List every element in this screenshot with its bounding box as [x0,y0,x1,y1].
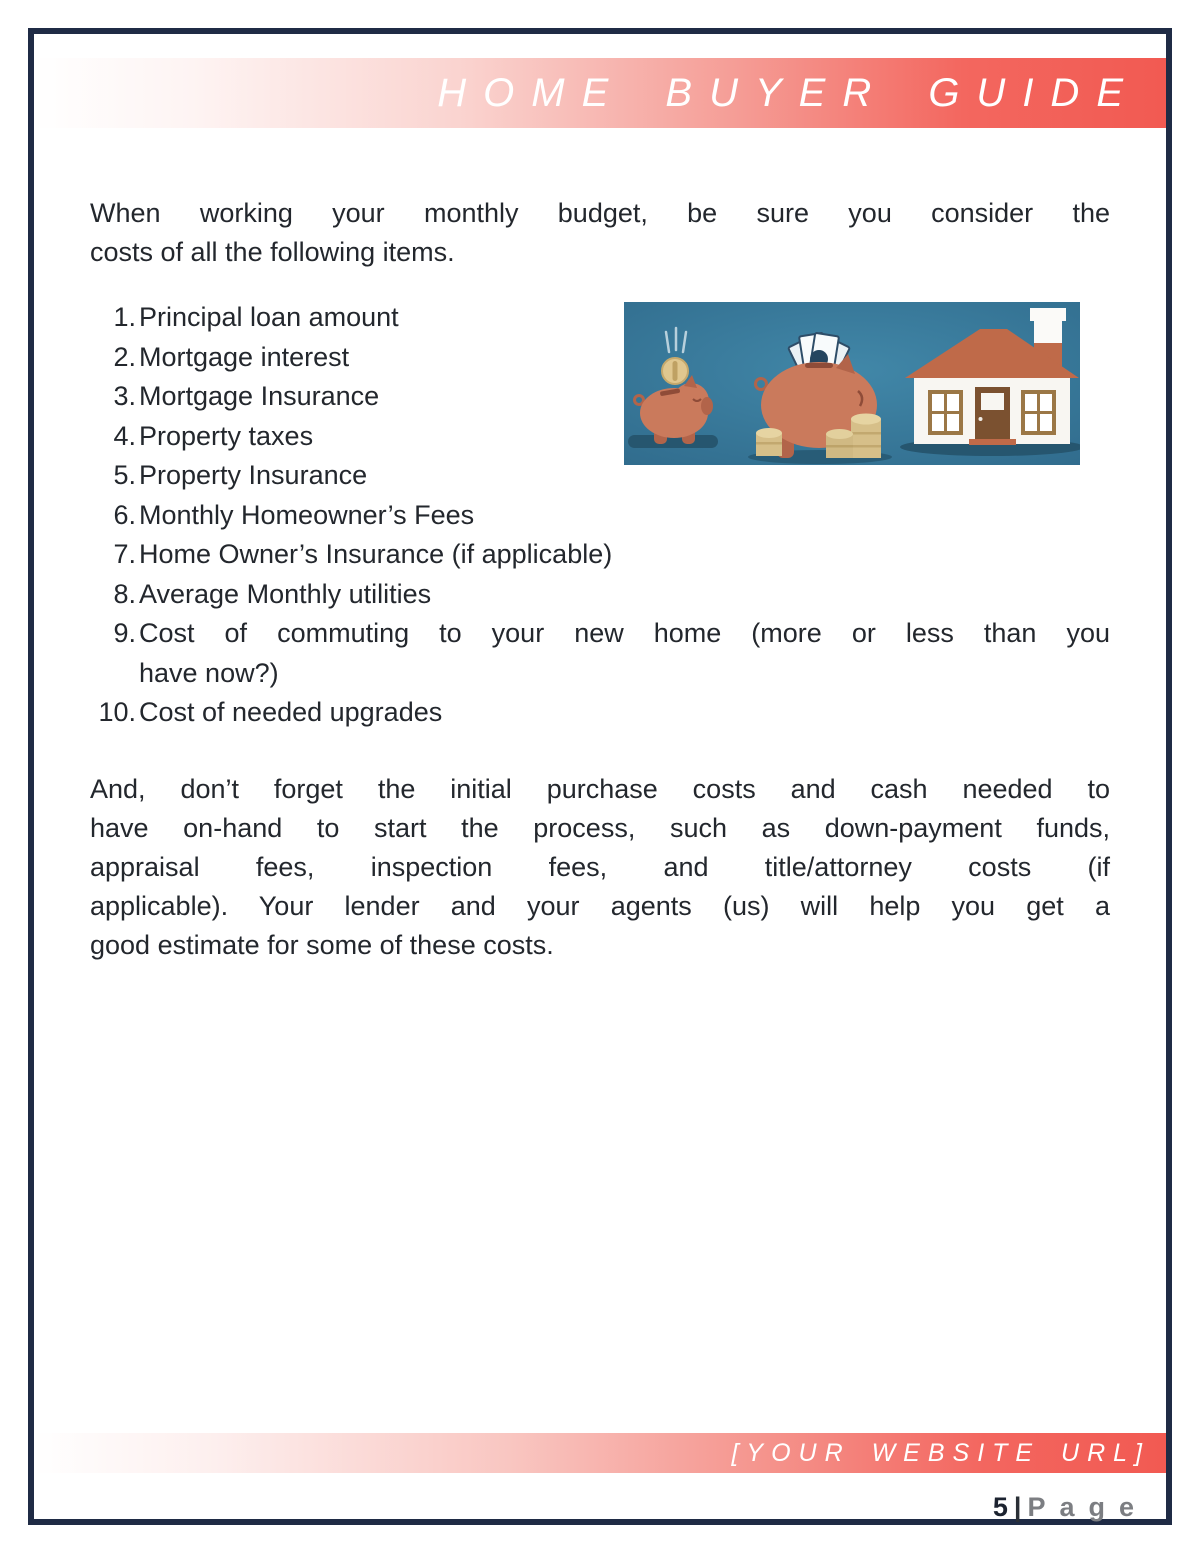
list-item-text: Property taxes [139,420,314,451]
list-item-number: 4. [113,420,136,451]
list-item-text: Mortgage interest [139,341,350,372]
page-label: Page [1027,1492,1148,1522]
page-number-line [993,1492,1148,1523]
window-icon [1023,392,1054,433]
intro-paragraph [90,194,1110,272]
closing-paragraph [90,770,1110,965]
list-item-number: 5. [113,460,136,490]
door-icon [969,387,1016,445]
savings-house-illustration [624,302,1080,465]
page-number-divider: | [1013,1492,1028,1522]
list-item-text: Cost of needed upgrades [139,697,443,727]
intro-line: costs of all the following items. [90,237,455,267]
list-item-number: 7. [113,539,136,569]
list-item-number: 10. [98,697,136,727]
closing-line: have on-hand to start the process, such as down-payment funds, [90,813,1110,843]
list-item-text: Mortgage Insurance [139,381,380,411]
page-number: 5 [992,1492,1014,1522]
footer-banner [34,1433,1166,1473]
intro-line: When working your monthly budget, be sure you consider the [90,198,1110,228]
page-title: HOME BUYER GUIDE [437,70,1140,115]
list-item-number: 3. [113,381,136,411]
coin-stack-icon [756,428,782,456]
list-item-number: 1. [113,302,136,332]
list-item-text: Average Monthly utilities [139,578,432,609]
list-item [90,614,1110,693]
list-item-text-wrap: have now?) [139,657,279,688]
website-url-placeholder: [YOUR WEBSITE URL] [731,1438,1150,1467]
list-item-number: 9. [113,618,136,648]
window-icon [930,392,961,433]
list-item [90,496,1110,536]
closing-line: appraisal fees, inspection fees, and title/attorney costs (if [90,852,1110,882]
list-item-text: Principal loan amount [139,302,399,332]
list-item-text: Home Owner’s Insurance (if applicable) [139,539,613,569]
closing-line: applicable). Your lender and your agents (us) will help you get a [90,891,1110,921]
list-item-text: Monthly Homeowner’s Fees [139,499,475,530]
list-item-number: 2. [113,341,136,372]
header-banner [34,58,1166,128]
list-item [90,693,1110,733]
closing-line: good estimate for some of these costs. [90,930,554,960]
list-item [90,535,1110,575]
list-item [90,575,1110,615]
list-item-number: 8. [113,578,136,609]
list-item-text: Cost of commuting to your new home (more or less than you [139,618,1110,648]
closing-line: And, don’t forget the initial purchase costs and cash needed to [90,774,1110,804]
piggy-bank-house-graphic [624,302,1080,465]
list-item-text: Property Insurance [139,460,368,490]
list-item-number: 6. [113,499,136,530]
